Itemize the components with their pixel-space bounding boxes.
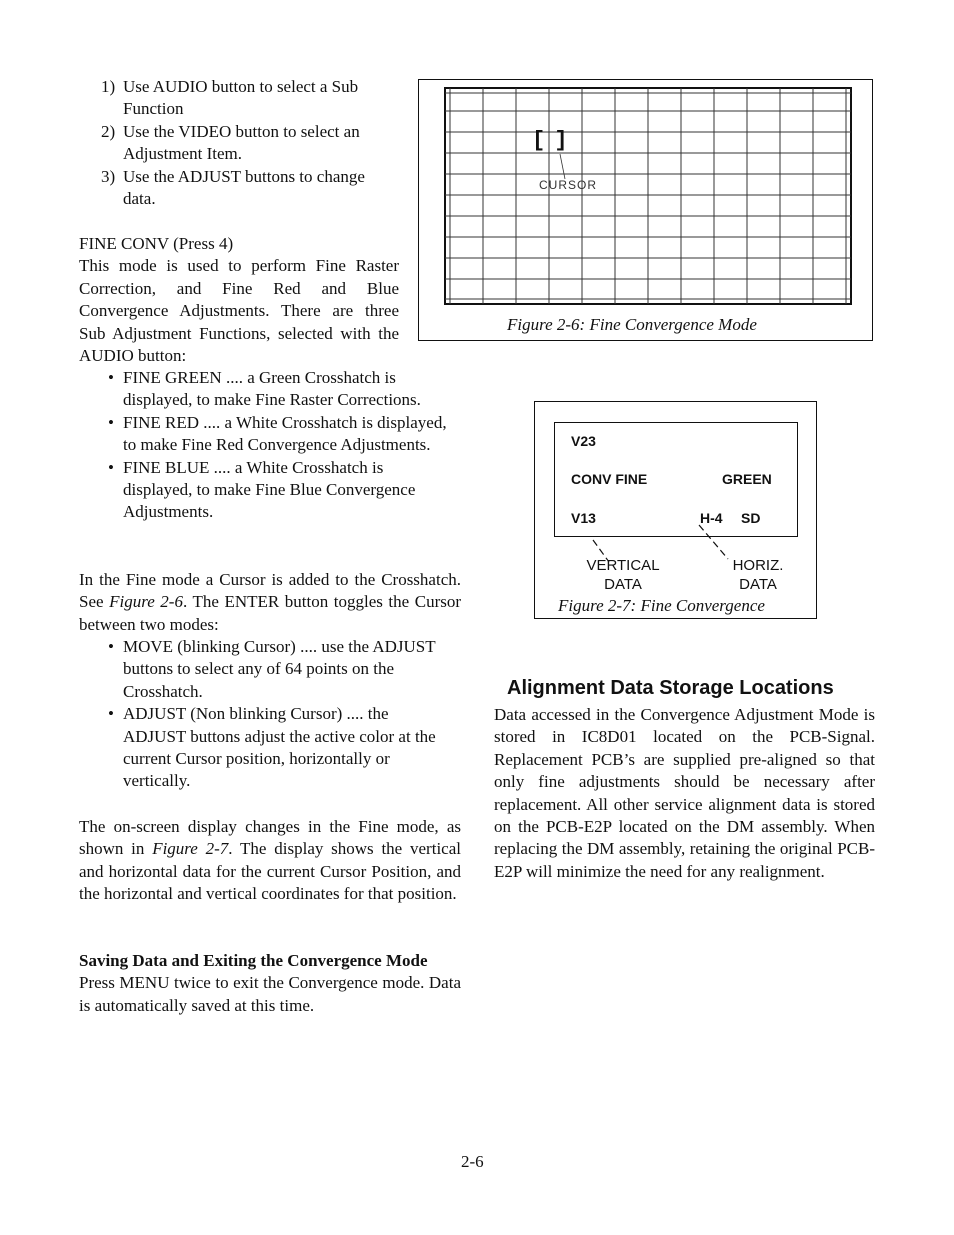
figure-reference: Figure 2-7 <box>152 839 229 859</box>
figure-2-6 <box>418 79 873 341</box>
fine-conv-paragraph: This mode is used to perform Fine Raster Correction, and Fine Red and Blue Convergence Adjustments. There are three Sub Adjustment Functions, selected with the AUDIO button: <box>79 256 399 366</box>
cursor-mode-list <box>108 636 448 793</box>
osd-v23: V23 <box>571 433 596 449</box>
vertical-data-label: VERTICAL DATA <box>586 557 660 593</box>
cursor-label: CURSOR <box>539 178 598 192</box>
saving-paragraph: Press MENU twice to exit the Convergence mode. Data is automatically saved at this time. <box>79 973 461 1015</box>
fine-conv-section <box>79 233 399 367</box>
osd-sd: SD <box>741 510 761 526</box>
osd-v13: V13 <box>571 510 596 526</box>
horiz-data-label: HORIZ. DATA <box>732 557 784 593</box>
osd-conv-fine: CONV FINE <box>571 471 648 487</box>
crosshatch-grid <box>443 86 853 314</box>
fine-conv-heading: FINE CONV (Press 4) <box>79 234 234 253</box>
osd-paragraph: The on-screen display changes in the Fine mode, as shown in Figure 2-7. The display shows the vertical and horizontal data for the current Cursor Position, and the horizontal and vertical coordinates for that position. <box>79 817 461 904</box>
sub-function-list <box>108 367 453 524</box>
cursor-paragraph: In the Fine mode a Cursor is added to the Crosshatch. See Figure 2-6. The ENTER button toggles the Cursor between two modes: <box>79 570 462 634</box>
figure-2-7-caption: Figure 2-7: Fine Convergence <box>558 596 765 615</box>
figure-reference: Figure 2-6 <box>109 592 183 612</box>
list-item: • FINE GREEN .... a Green Crosshatch is displayed, to make Fine Raster Corrections. <box>108 368 421 410</box>
osd-green: GREEN <box>722 471 772 487</box>
list-item: • FINE BLUE .... a White Crosshatch is displayed, to make Fine Blue Convergence Adjustments. <box>108 457 416 522</box>
section-heading: Alignment Data Storage Locations <box>507 677 834 699</box>
step-item: 3) Use the ADJUST buttons to change data. <box>101 166 365 209</box>
cursor-icon: [ ] <box>532 128 566 153</box>
steps-list <box>101 76 401 210</box>
storage-paragraph: Data accessed in the Convergence Adjustment Mode is stored in IC8D01 located on the PCB-Signal. Replacement PCB’s are supplied pre-aligned so that only fine adjustments should be necessary after replacement. All other service alignment data is stored on the PCB-E2P located on the DM assembly. When replacing the DM assembly, retaining the original PCB-E2P will minimize the need for any realignment. <box>494 705 875 881</box>
step-item: 1) Use AUDIO button to select a Sub Function <box>101 77 359 119</box>
figure-2-7 <box>534 401 817 619</box>
list-item: • FINE RED .... a White Crosshatch is displayed, to make Fine Red Convergence Adjustments. <box>108 412 447 455</box>
list-item: • ADJUST (Non blinking Cursor) .... the ADJUST buttons adjust the active color at the current Cursor position, horizontally or vertically. <box>108 704 436 791</box>
saving-heading: Saving Data and Exiting the Convergence Mode <box>79 951 428 970</box>
figure-2-6-caption: Figure 2-6: Fine Convergence Mode <box>507 315 757 334</box>
step-item: 2) Use the VIDEO button to select an Adjustment Item. <box>101 121 360 164</box>
saving-section <box>79 950 461 1017</box>
page-number: 2-6 <box>461 1152 484 1171</box>
list-item: • MOVE (blinking Cursor) .... use the ADJUST buttons to select any of 64 points on the Crosshatch. <box>108 637 436 701</box>
osd-h-4: H-4 <box>700 510 723 526</box>
